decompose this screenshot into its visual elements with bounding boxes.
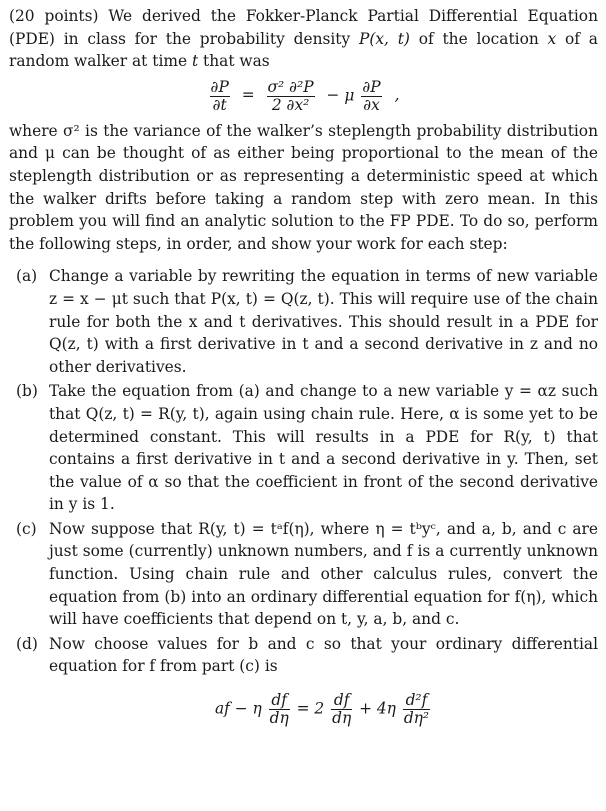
eq-equals: = xyxy=(241,86,255,105)
part-d-text: Now choose values for b and c so that your ordinary differential equation for f from part (c) is xyxy=(49,634,598,676)
time-symbol: t xyxy=(191,52,199,71)
eq-comma: , xyxy=(394,86,400,105)
ode-frac-1-den: dη xyxy=(269,709,289,728)
ode-equals: = 2 xyxy=(296,699,325,718)
eq-drift-num: ∂P xyxy=(362,77,381,96)
eq-drift-fraction xyxy=(361,79,381,114)
eq-lhs-den: ∂t xyxy=(210,96,230,114)
part-d xyxy=(9,633,598,727)
part-b xyxy=(9,380,598,516)
part-b-text: Take the equation from (a) and change to a new variable y = αz such that Q(z, t) = R(y, t), again using chain rule. Here, α is some yet to be determined constant. This will results in a PDE for R(y, t) that contains a first derivative in t and a second derivative in y. Then, set the value of α so that the coefficient in front of the second derivative in y is 1. xyxy=(49,382,598,514)
fokker-planck-equation xyxy=(9,79,598,114)
ode-frac-3-den: dη² xyxy=(403,709,430,728)
ode-frac-1 xyxy=(269,692,290,727)
ode-lhs: af − η xyxy=(214,699,262,718)
location-symbol: x xyxy=(547,29,557,48)
eq-mu: μ xyxy=(344,86,355,105)
density-symbol: P(x, t) xyxy=(358,29,410,48)
eq-coef-den: 2 ∂x² xyxy=(267,96,315,114)
ode-frac-2-num: df xyxy=(333,691,350,710)
problem-description: where σ² is the variance of the walker’s steplength probability distribution and μ can be thought of as either being proportional to the mean of the steplength distribution or as representing a deterministic speed at which the walker drifts before taking a random step with zero mean. In this problem you will find an analytic solution to the FP PDE. To do so, perform the following steps, in order, and show your work for each step: xyxy=(9,121,598,253)
intro-text-4: that was xyxy=(198,52,270,71)
part-a xyxy=(9,265,598,378)
eq-lhs-num: ∂P xyxy=(210,77,229,96)
eq-drift-den: ∂x xyxy=(363,95,380,114)
part-c-text: Now suppose that R(y, t) = tᵃf(η), where η = tᵇyᶜ, and a, b, and c are just some (currently) unknown numbers, and f is a currently unknown function. Using chain rule and other calculus rules, convert the equation from (b) into an ordinary differential equation for f(η), which will have coefficients that depend on t, y, a, b, and c. xyxy=(49,519,598,629)
ode-plus: + 4η xyxy=(359,699,396,718)
part-a-text: Change a variable by rewriting the equation in terms of new variable z = x − μt such that P(x, t) = Q(z, t). This will require use of the chain rule for both the x and t derivatives. This should result in a PDE for Q(z, t) with a first derivative in t and a second derivative in z and no other derivatives. xyxy=(49,267,598,376)
ode-frac-2 xyxy=(331,692,352,727)
intro-text-3: of a random walker at time xyxy=(9,29,598,71)
ode-frac-3-num: d²f xyxy=(405,691,428,710)
problem-intro xyxy=(9,5,598,73)
eq-lhs-fraction xyxy=(210,79,230,114)
ode-frac-3 xyxy=(403,692,430,727)
part-a-label: (a) xyxy=(16,267,38,286)
part-c xyxy=(9,518,598,631)
eq-coef-num: σ² ∂²P xyxy=(267,77,314,96)
part-d-label: (d) xyxy=(16,634,38,653)
ode-frac-1-num: df xyxy=(271,691,287,710)
intro-text-1: (20 points) We derived the Fokker-Planck Partial Differential Equation (PDE) in class for the probability density xyxy=(9,7,598,48)
intro-text-2: of the location xyxy=(409,29,548,48)
parts-list xyxy=(9,265,598,727)
eq-minus: − xyxy=(326,86,340,105)
eq-diffusion-fraction xyxy=(267,79,315,114)
part-c-label: (c) xyxy=(16,519,37,538)
ode-frac-2-den: dη xyxy=(332,709,352,728)
ode-equation xyxy=(49,692,598,727)
part-b-label: (b) xyxy=(16,382,38,401)
